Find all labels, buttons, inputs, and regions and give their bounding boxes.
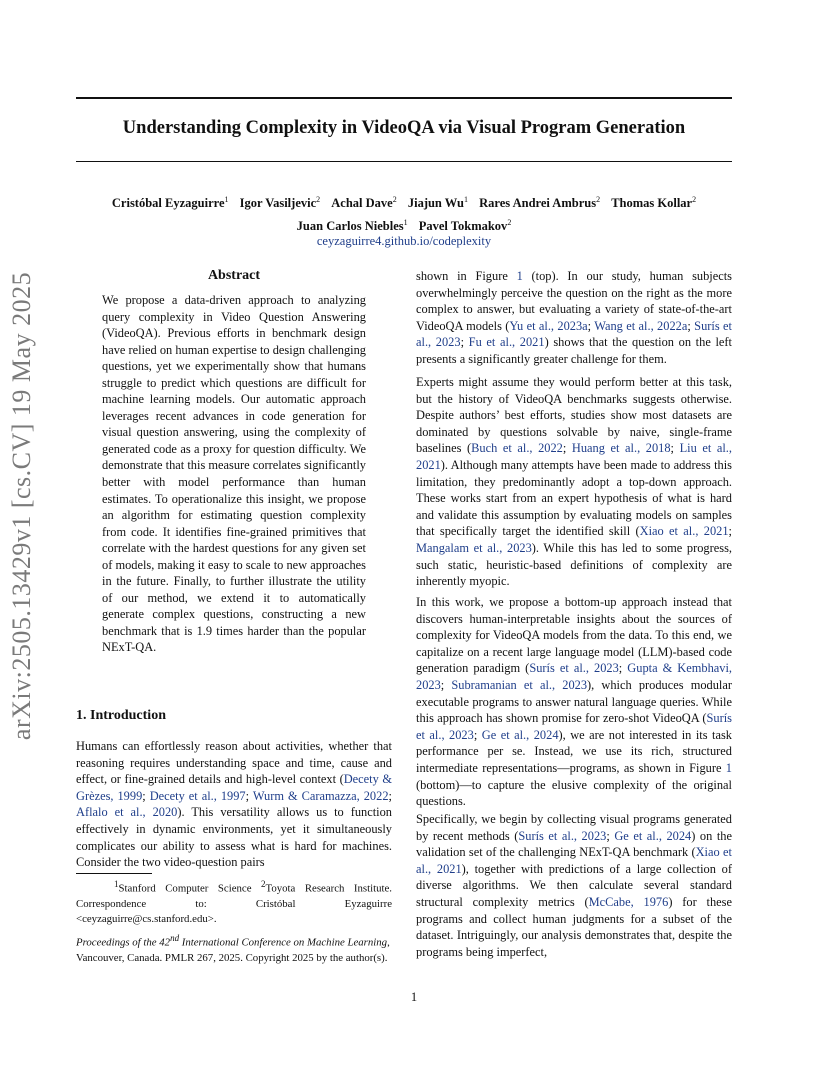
citation-link[interactable]: Surís et al., 2023 bbox=[416, 711, 732, 742]
title-rule-top bbox=[76, 97, 732, 99]
citation-link[interactable]: Ge et al., 2024 bbox=[481, 727, 559, 742]
citation-link[interactable]: Liu et al., 2021 bbox=[416, 441, 733, 472]
author: Jiajun Wu$^1$ bbox=[407, 195, 469, 211]
citation-link[interactable]: Surís et al., 2023 bbox=[416, 318, 732, 350]
project-link[interactable]: ceyzaguirre4.github.io/codeplexity bbox=[316, 234, 492, 248]
paper-title: Understanding Complexity in VideoQA via Visual Program Generation bbox=[122, 118, 686, 138]
affiliation-footnote: $^1$Stanford Computer Science $^2$Toyota Research Institute. Correspondence to: Cristóbal Eyzaguirre <ceyzaguirre@cs.stanford.edu>. bbox=[76, 879, 392, 925]
figure-link[interactable]: 1 bbox=[725, 760, 732, 775]
author: Juan Carlos Niebles$^1$ bbox=[296, 218, 408, 234]
author: Achal Dave$^2$ bbox=[331, 195, 397, 211]
author: Igor Vasiljevic$^2$ bbox=[239, 195, 321, 211]
figure-link[interactable]: 1 bbox=[516, 269, 523, 283]
author: Cristóbal Eyzaguirre$^1$ bbox=[111, 195, 229, 211]
citation-link[interactable]: Gupta & Kembhavi, 2023 bbox=[416, 661, 733, 692]
title-rule-bottom bbox=[76, 161, 732, 162]
citation-link[interactable]: Decety & Grèzes, 1999 bbox=[76, 772, 392, 803]
citation-link[interactable]: Ge et al., 2024 bbox=[614, 828, 692, 843]
abstract-text: We propose a data-driven approach to analyzing query complexity in Video Question Answering (VideoQA). Previous efforts in benchmark design have relied on human expertise to design challenging questions, yet we experimentally show that humans struggle to predict which questions are difficult for machine learning models. Our automatic approach leverages recent advances in code generation for visual question answering, using the complexity of generated code as a proxy for question difficulty. We demonstrate that this measure correlates significantly better with model performance than human estimates. To operationalize this insight, we propose an algorithm for estimating question complexity from code. It identifies fine-grained primitives that correlate with the hardest questions for any given set of models, making it easy to scale to new approaches in the future. Finally, to further illustrate the utility of our method, we extend it to automatically generate complex questions, constructing a new benchmark that is 1.9 times harder than the popular NExT-QA. bbox=[102, 293, 366, 655]
intro-paragraph: Humans can effortlessly reason about activities, whether that reasoning requires understanding space and time, cause and effect, or fine-grained details and high-level context (Decety & Grèzes, 1999; Decety et al., 1997; Wurm & Caramazza, 2022; Aflalo et al., 2020). This versatility allows us to function effectively in dynamic environments, yet it simultaneously complicates our ability to assess what is hard for machines. Consider the two video-question pairs bbox=[76, 739, 392, 870]
abstract-heading: Abstract bbox=[207, 268, 261, 283]
footnote-rule bbox=[76, 873, 152, 874]
body-paragraph: Experts might assume they would perform better at this task, but the history of VideoQA benchmarks suggests otherwise. Despite authors’ best efforts, studies show most datasets are dominated by questions solvable by naive, single-frame baselines (Buch et al., 2022; Huang et al., 2018; Liu et al., 2021). Although many attempts have been made to address this limitation, they predominantly adopt a top-down approach. These works start from an expert hypothesis of what is hard and validate this assumption by evaluating models on samples that specifically target the identified skill (Xiao et al., 2021; Mangalam et al., 2023). While this has led to some progress, such static, heuristic-based definitions of complexity are inherently myopic. bbox=[416, 375, 733, 589]
body-paragraph: Specifically, we begin by collecting visual programs generated by recent methods (Surís et al., 2023; Ge et al., 2024) on the validation set of the challenging NExT-QA benchmark (Xiao et al., 2021), together with predictions of a large collection of diverse algorithms. We then calculate several standard structural complexity metrics (McCabe, 1976) for these programs and collect human judgments for a subset of the dataset. Intriguingly, our analysis demonstrates that, despite the programs being imperfect, bbox=[416, 812, 732, 959]
citation-link[interactable]: Wang et al., 2022a bbox=[594, 318, 688, 333]
author-list bbox=[76, 190, 732, 236]
citation-link[interactable]: Subramanian et al., 2023 bbox=[451, 677, 588, 692]
proceedings-note: Proceedings of the 42nd International Conference on Machine Learning, Vancouver, Canada. PMLR 267, 2025. Copyright 2025 by the author(s). bbox=[76, 933, 390, 965]
citation-link[interactable]: Mangalam et al., 2023 bbox=[416, 540, 532, 555]
citation-link[interactable]: Surís et al., 2023 bbox=[518, 828, 607, 843]
citation-link[interactable]: Xiao et al., 2021 bbox=[416, 845, 732, 876]
page-number: 1 bbox=[410, 990, 418, 1004]
author: Thomas Kollar$^2$ bbox=[611, 195, 697, 211]
citation-link[interactable]: Surís et al., 2023 bbox=[529, 661, 619, 676]
citation-link[interactable]: Buch et al., 2022 bbox=[471, 441, 563, 456]
citation-link[interactable]: Fu et al., 2021 bbox=[468, 335, 545, 350]
citation-link[interactable]: Decety et al., 1997 bbox=[149, 788, 246, 803]
arxiv-identifier: arXiv:2505.13429v1 [cs.CV] 19 May 2025 bbox=[7, 271, 36, 741]
citation-link[interactable]: Wurm & Caramazza, 2022 bbox=[252, 788, 389, 803]
citation-link[interactable]: McCabe, 1976 bbox=[588, 894, 669, 909]
citation-link[interactable]: Yu et al., 2023a bbox=[509, 318, 588, 333]
citation-link[interactable]: Aflalo et al., 2020 bbox=[76, 805, 178, 820]
body-paragraph: shown in Figure 1 (top). In our study, human subjects overwhelmingly perceive the question on the right as the more complex to answer, but evaluating a variety of state-of-the-art VideoQA models (Yu et al., 2023a; Wang et al., 2022a; Surís et al., 2023; Fu et al., 2021) shows that the question on the left presents a significantly greater challenge for them. bbox=[416, 269, 732, 366]
arxiv-sidebar bbox=[2, 271, 42, 741]
citation-link[interactable]: Xiao et al., 2021 bbox=[639, 524, 729, 539]
author: Rares Andrei Ambrus$^2$ bbox=[479, 195, 601, 211]
body-paragraph: In this work, we propose a bottom-up approach instead that discovers human-interpretable insights about the sources of complexity for VideoQA models from the data. To this end, we capitalize on a recent large language model (LLM)-based code generation paradigm (Surís et al., 2023; Gupta & Kembhavi, 2023; Subramanian et al., 2023), which produces modular executable programs to answer natural language queries. While this approach has shown promise for zero-shot VideoQA (Surís et al., 2023; Ge et al., 2024), we are not interested in its task performance per se. Instead, we use its rich, structured intermediate representations—programs, as shown in Figure 1 (bottom)—to capture the elusive complexity of the original questions. bbox=[416, 595, 733, 809]
citation-link[interactable]: Huang et al., 2018 bbox=[571, 441, 671, 456]
section-heading-introduction: 1. Introduction bbox=[76, 708, 166, 723]
author: Pavel Tokmakov$^2$ bbox=[418, 218, 512, 234]
